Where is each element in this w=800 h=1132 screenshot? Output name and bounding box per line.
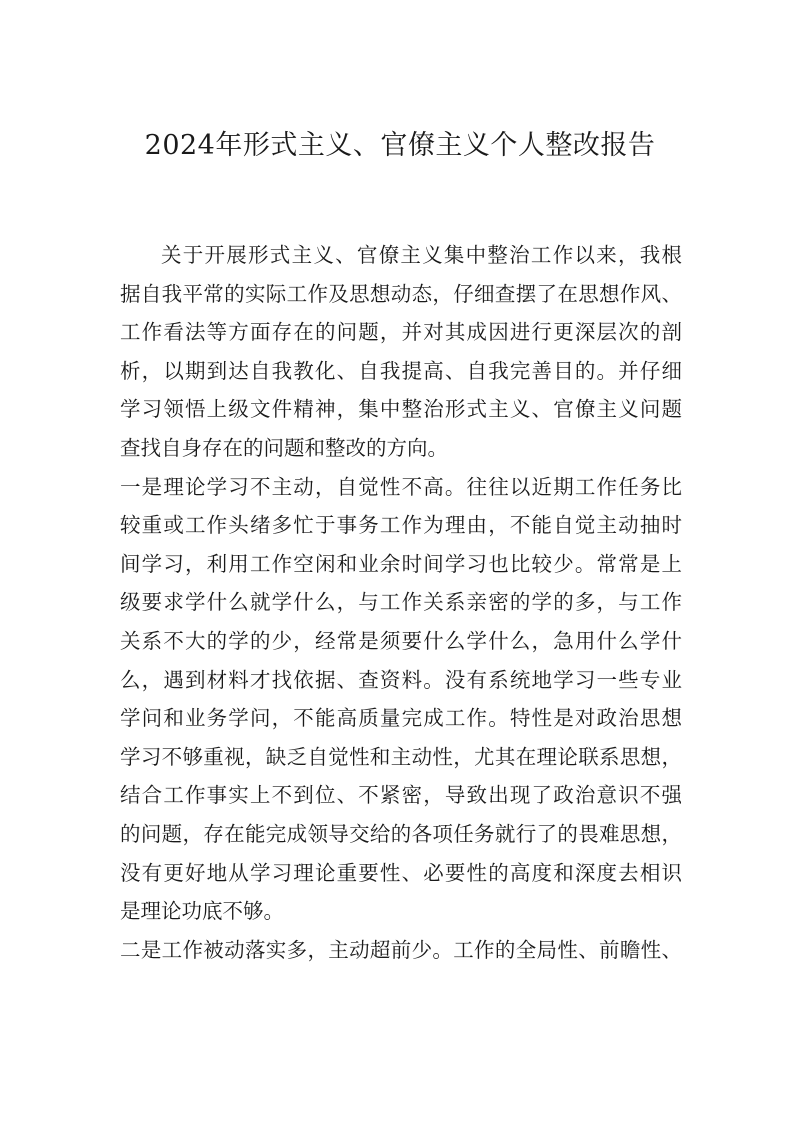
text-line: 关系不大的学的少，经常是须要什么学什么，急用什么学什 [120,628,682,653]
text-line: 关于开展形式主义、官僚主义集中整治工作以来，我根 [161,243,682,267]
text-line: 工作看法等方面存在的问题，并对其成因进行更深层次的剖 [120,320,682,345]
text-line: 查找自身存在的问题和整改的方向。 [120,435,448,460]
text-line: 学问和业务学问，不能高质量完成工作。特性是对政治思想 [120,706,682,731]
text-line: 的问题，存在能完成领导交给的各项任务就行了的畏难思想， [120,821,682,846]
text-line: 学习领悟上级文件精神，集中整治形式主义、官僚主义问题 [120,397,682,422]
text-line: 学习不够重视，缺乏自觉性和主动性，尤其在理论联系思想， [120,744,682,769]
text-line: 结合工作事实上不到位、不紧密，导致出现了政治意识不强 [120,783,682,808]
text-line: 是理论功底不够。 [120,899,284,924]
text-line: 二是工作被动落实多，主动超前少。工作的全局性、前瞻性、 [120,937,682,962]
text-line: 间学习，利用工作空闲和业余时间学习也比较少。常常是上 [120,551,682,576]
document-body [120,236,682,969]
text-line: 没有更好地从学习理论重要性、必要性的高度和深度去相识 [120,860,682,885]
text-line: 析，以期到达自我教化、自我提高、自我完善目的。并仔细 [120,358,682,383]
text-line: 么，遇到材料才找依据、查资料。没有系统地学习一些专业 [120,667,682,692]
document-title: 2024年形式主义、官僚主义个人整改报告 [144,130,656,161]
point-two-paragraph [120,931,682,970]
text-line: 据自我平常的实际工作及思想动态，仔细查摆了在思想作风、 [120,281,682,306]
text-line: 一是理论学习不主动，自觉性不高。往往以近期工作任务比 [120,474,682,499]
text-line: 较重或工作头绪多忙于事务工作为理由，不能自觉主动抽时 [120,513,682,538]
point-one-paragraph [120,468,682,931]
text-line: 级要求学什么就学什么，与工作关系亲密的学的多，与工作 [120,590,682,615]
intro-paragraph [120,236,682,468]
